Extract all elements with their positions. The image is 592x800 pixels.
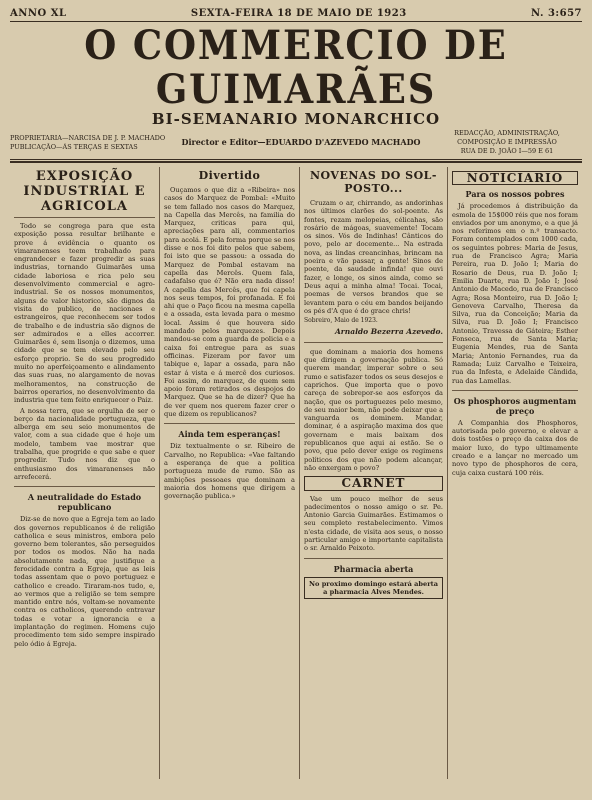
header-rule: [10, 159, 582, 160]
column-3: [300, 167, 448, 779]
column-4-separator: [452, 390, 578, 391]
esperancas-heading: Ainda tem esperanças!: [178, 429, 281, 440]
issue-number: N. 3:657: [531, 8, 582, 19]
column-4: [448, 167, 582, 779]
politica-body: que dominam a maioria dos homens que dirigem a governação publica. Só querem mandar, imperar sobre o seu rumo e satisfazer todos os seus desejos e caprichos. Que importa que o povo careça de sobrepor-se aos esforços da nação, que os portuguezes pelo mesmo, de seu maior bem, não pode deixar que a vanguarda os dominem. Mandar, dominar, é a aspiração maxima dos que governam e mais baixam dos republicanos que aqui ai estão. Se o povo, que pelo dever exige os regimens políticos dos que não podem alcançar, não enxergam o povo?: [304, 347, 443, 472]
year-label: ANNO XL: [10, 8, 67, 19]
novenas-place: Sobreiro, Maio de 1923.: [304, 317, 378, 325]
header-rule-double: [10, 161, 582, 163]
top-line: [10, 8, 582, 22]
novenas-signature: Arnaldo Bezerra Azevedo.: [334, 327, 443, 337]
newspaper-subtitle: BI-SEMANARIO MONARCHICO: [151, 110, 441, 128]
neutralidade-body: Diz-se de novo que a Egreja tem ao lado dos governos republicanos é de religião catholica e seus ministros, embora pelo governo bem tolerantes, são perseguidos por todos os modos. Não ha nada absolutamente nada, que justifique a ferocidade contra a Egreja, que as leis todas assentam que o povo portuguez e catholico e creado. Tiraram-nos tudo, e, ao vermos que a religião se tem sempre mantido entre nós, voltam-se novamente contra os catholicos, querendo entravar todas e votar a ignorancia e a implantação do regimen. Homens cujo procedimento tem sido sempre inspirado pelo ódio á Egreja.: [14, 515, 155, 648]
column-1-separator: [14, 486, 155, 487]
exposicao-body: Todo se congrega para que esta exposição possa resultar brilhante e prove á evidência o quanto os vimaranenses teem trabalhado para engrandecer e fazer progredir as suas industrias, tornando Guimarães uma cidade laboriosa e rica pelo seu desenvolvimento commercial e agro-industrial. Se os nossos monumentos, alguns de valor historico, são dignos da visita do publico, de nacionaes e estrangeiros, que reconhecem ser todos de trabalho e de industria são dignos de ser admirados e a elles accorrer. Guimarães é, sem lisonja o dizemos, uma cidade que se tem elevado pelo seu esforço proprio. Se do seu progredido muito no aperfeiçoamento e alindamento das suas ruas, no alargamento de novas melhoramentos, na construcção de bairros operarios, no desenvolvimento da industria que tem feito enriquecer o Paiz.: [14, 222, 155, 405]
exposicao-body-2: A nossa terra, que se orgulha de ser o berço da nacionalidade portugueza, que alberga em seu seio monumentos de valor, com a sua cidade que é hoje um modelo, tambem vae mostrar que trabalha, que progride e que sabe e quer progredir. Tudo nos diz que o enthusiasmo dos vimaranenses não arrefecerá.: [14, 406, 155, 481]
info-bar: [10, 129, 582, 156]
owner-line: PROPRIETARIA—NARCISA DE J. P. MACHADO: [10, 133, 166, 142]
phosphoros-body: A Companhia dos Phosphoros, autorisada pelo governo, e elevar a dois tostões o preço da caixa dos de maior luxo, do typo ultimamente creado e a lançar no mercado um novo typo de phosphoros de cera, cuja caixa custará 100 réis.: [452, 418, 578, 477]
carnet-banner: CARNET: [304, 476, 443, 490]
novenas-heading: NOVENAS DO SOL-POSTO...: [309, 169, 437, 195]
article-columns: [10, 167, 582, 779]
column-2: [160, 167, 300, 779]
pobres-body: Já procedemos á distribuição da esmola de 15$000 réis que nos foram enviados por um anonymo, e a que já nos referimos em o n.º transacto. Foram contemplados com 1000 cada, os seguintes pobres: Maria de Jesus, rua de Francisco Agra; Maria Pereira, rua D. João I; Maria do Rosario de Deus, rua D. João I; Emilia Duarte, rua D. João I; José Antonio de Macedo, rua de Francisco Agra; Rosa Monteiro, rua D. João I; Genoveva Carvalho, Theresa da Silva, rua da Conceição; Maria da Silva, rua D. João I; Francisco Antonio, Travessa de Gáteira; Esther Fonseca, rua de Santa Maria; Eugenia Mendes, rua de Santa Maria; Antonio Fernandes, rua da Ramada; Luiz Carvalho e Teixeira, rua da Infesta, e Adelaide Cândida, rua das Lamellas.: [452, 202, 578, 385]
noticiario-heading: NOTICIARIO: [452, 171, 578, 185]
esperancas-body: Diz textualmente o sr. Ribeiro de Carvalho, no Republica: «Vae faltando a esperança de que a politica portugueza mude de rumo. São as ambições pessoaes que dominam a maioria dos homens que dirigem a governação publica.»: [164, 442, 295, 501]
pobres-heading: Para os nossos pobres: [465, 189, 565, 200]
column-1: [10, 167, 160, 779]
exposicao-heading: EXPOSIÇÃO INDUSTRIAL E AGRICOLA: [14, 169, 155, 218]
issue-date: SEXTA-FEIRA 18 DE MAIO DE 1923: [190, 8, 407, 19]
column-3-separator-2: [304, 558, 443, 559]
redaccao-line: REDACÇÃO, ADMINISTRAÇÃO, COMPOSIÇÃO E IMPRESSÃO: [454, 129, 560, 146]
newspaper-title: O COMMERCIO DE GUIMARÃES: [84, 22, 508, 113]
novenas-poem: Cruzam o ar, chirrando, as andorinhas nos últimos clarões do sol-poente. As fontes, rezam melopeias, célicahas, são rosário de mágoas, suavemente! Tocam os sinos. Vós de Indinhas! Cânticos do povo, pelo ar docemente... Na estrada nova, as lindas creancinhas, brincam na poeira e vão passar, a gente! Sinos de poente, da saudade infinda! que ouvi fazer, e longe, os sinos ainda, como se Deus aqui a minha alma! Tocai. Tocai, poemas de versos brandos que se levantem para o céu em bandos beijando os pés d'A que é do grace chris!: [304, 199, 443, 315]
column-2-separator: [164, 423, 295, 424]
pharmacia-body: No proximo domingo estará aberta a pharmacia Alves Mendes.: [304, 577, 443, 600]
address-line: RUA DE D. JOÃO I—59 E 61: [460, 147, 554, 155]
divertido-body: Ouçamos o que diz a «Ribeira» nos casos do Marquez de Pombal: «Muito se tem fallado nos casos do Marquez, na Capella das Mercês, na familia do Marquez, criticas para qui, apreciações para ali, commentarios para acolá. E pela forma porque se nos disse e nos foi dito pelos que sabem, foi isto que se passou: a ossada do Marquez de Pombal estavam na capella das Mercês. Quem fala, cadafalso que é? Não era nada disso! A capella das Mercês, que foi capela nos seus tempos, foi profanada. E foi ahi que o Paço ficou na mesma capella e a ossada, esta levada para o mesmo local. Assim é que houvera sido mandado pelos marquezes. Depois mandou-se com a guarda de policia e a caixa foi entregue para as suas officinas. Fizeram por favor um tabique e, lapar a ossada, para não estar á vista e á mercê dos curiosos. Foi assim, do marquez, de quem sem apoio foram retirados os despojos do Marquez. Que se ha de dizer? Que ha de ver quem nos querem fazer crer o que dizem os republicanos?: [164, 186, 295, 419]
phosphoros-heading: Os phosphoros augmentam de preço: [453, 395, 577, 416]
pharmacia-heading: Pharmacia aberta: [333, 563, 414, 574]
neutralidade-heading: A neutralidade do Estado republicano: [27, 492, 142, 513]
carnet-body: Vae um pouco melhor de seus padecimentos o nosso amigo o sr. Pe. Antonio Garcia Guimarães. Estimamos o seu completo restabelecimento. Vimos n'esta cidade, de visita aos seus, o nosso particular amigo e importante capitalista o sr. Arnaldo Peixoto.: [304, 494, 443, 553]
publication-line: PUBLICAÇÃO—ÁS TERÇAS E SEXTAS: [10, 142, 138, 151]
divertido-heading: Divertido: [198, 169, 261, 182]
editor-line: Director e Editor—EDUARDO D'AZEVEDO MACHADO: [181, 137, 421, 147]
column-3-separator: [304, 342, 443, 343]
